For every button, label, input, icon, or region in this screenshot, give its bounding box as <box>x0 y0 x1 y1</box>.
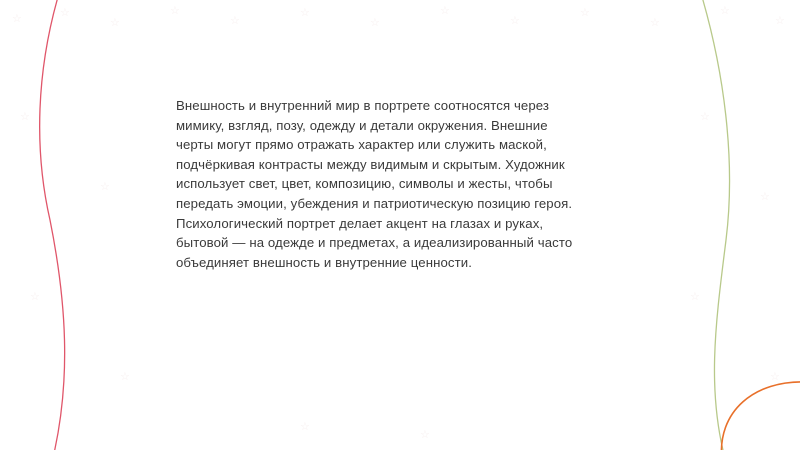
bottom-right-arc <box>721 382 800 450</box>
svg-text:☆: ☆ <box>700 111 710 123</box>
svg-text:☆: ☆ <box>690 291 700 303</box>
svg-text:☆: ☆ <box>770 371 780 383</box>
svg-text:☆: ☆ <box>100 181 110 193</box>
svg-text:☆: ☆ <box>650 17 660 29</box>
svg-text:☆: ☆ <box>440 5 450 17</box>
svg-text:☆: ☆ <box>420 429 430 441</box>
svg-text:☆: ☆ <box>30 291 40 303</box>
slide-body-text: Внешность и внутренний мир в портрете соотносятся через мимику, взгляд, позу, одежду и детали окружения. Внешние черты могут прямо отражать характер или служить маской, подчёркивая контрасты между видимым и скрытым. Художник использует свет, цвет, композицию, символы и жесты, чтобы передать эмоции, убеждения и патриотическую позицию героя. Психологический портрет делает акцент на глазах и руках, бытовой — на одежде и предметах, а идеализированный часто объединяет внешность и внутренние ценности. <box>176 98 577 270</box>
svg-text:☆: ☆ <box>300 421 310 433</box>
svg-text:☆: ☆ <box>510 15 520 27</box>
svg-text:☆: ☆ <box>110 17 120 29</box>
right-curve-line <box>700 0 730 450</box>
svg-text:☆: ☆ <box>300 7 310 19</box>
svg-text:☆: ☆ <box>60 7 70 19</box>
svg-text:☆: ☆ <box>775 15 785 27</box>
svg-text:☆: ☆ <box>120 371 130 383</box>
svg-text:☆: ☆ <box>20 111 30 123</box>
svg-text:☆: ☆ <box>580 7 590 19</box>
left-curve-line <box>40 0 65 450</box>
svg-text:☆: ☆ <box>12 13 22 25</box>
svg-text:☆: ☆ <box>230 15 240 27</box>
svg-text:☆: ☆ <box>370 17 380 29</box>
svg-text:☆: ☆ <box>170 5 180 17</box>
svg-text:☆: ☆ <box>720 5 730 17</box>
svg-text:☆: ☆ <box>760 191 770 203</box>
